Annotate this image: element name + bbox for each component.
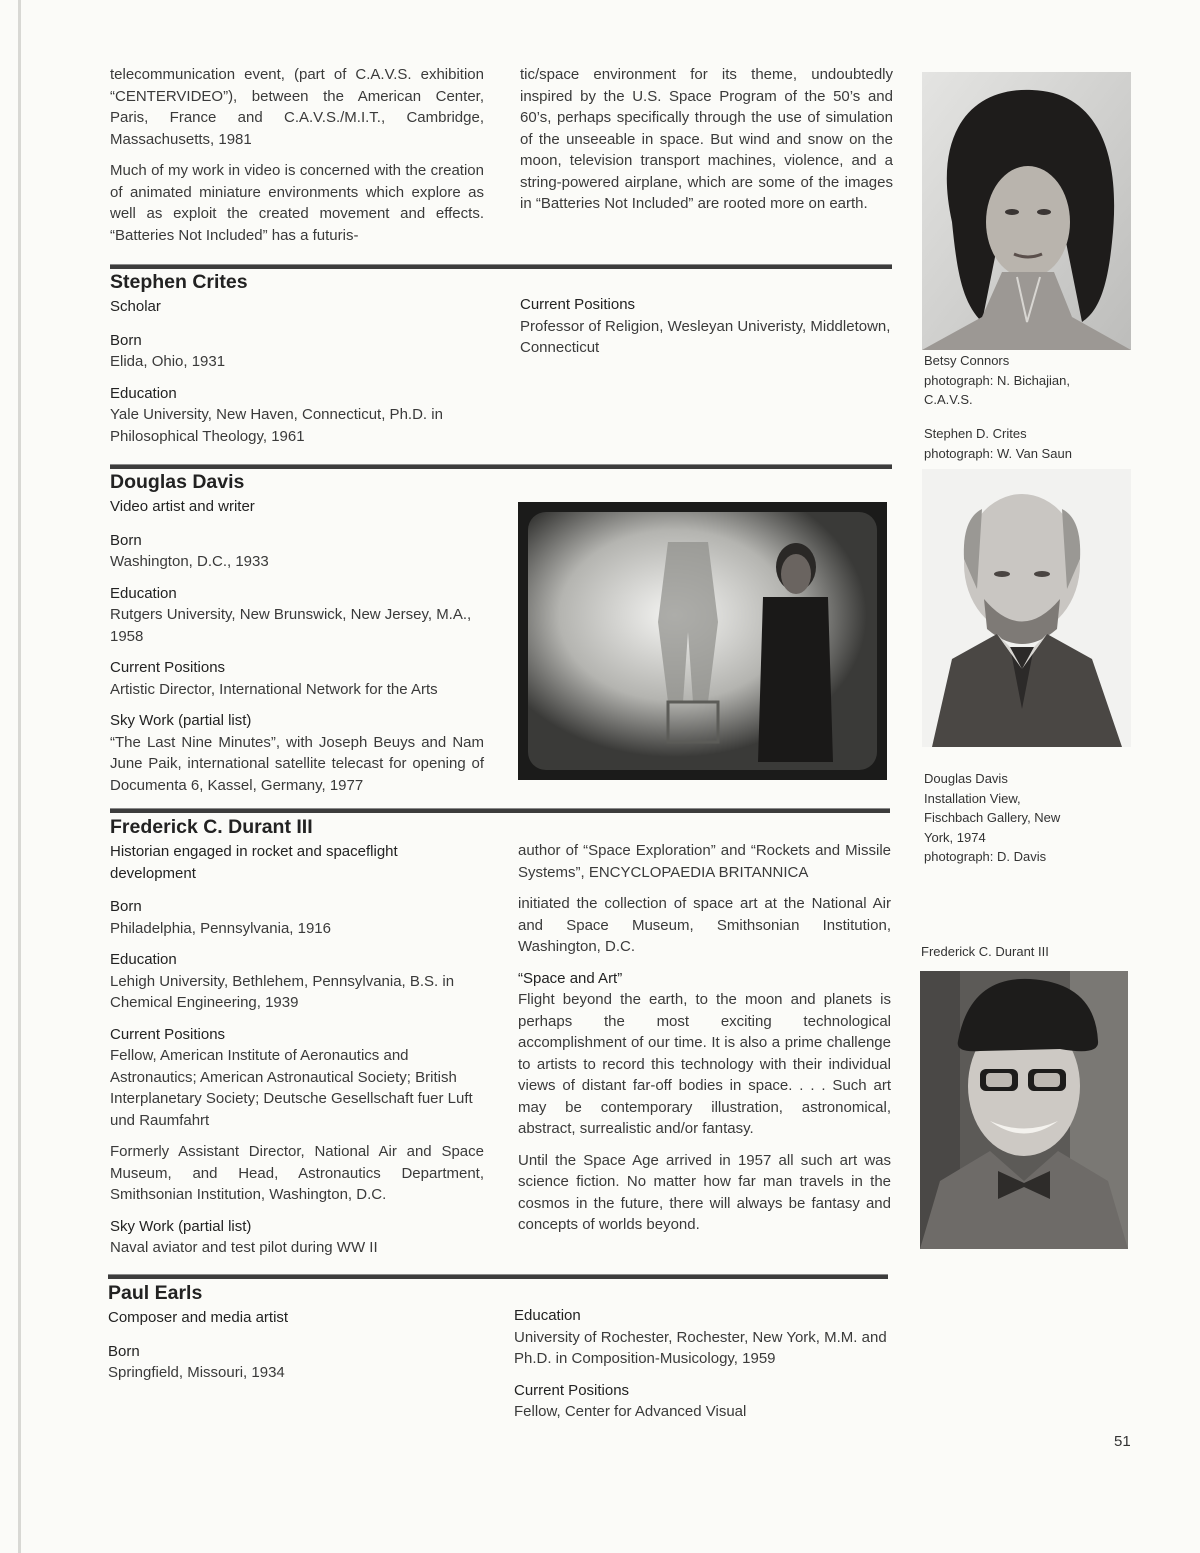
positions-section: [110, 657, 484, 700]
durant-paragraph: initiated the collection of space art at the National Air and Space Museum, Smithsonian Institution, Washington, D.C.: [518, 895, 891, 955]
section-label: Current Positions: [520, 296, 636, 313]
section-label: Current Positions: [110, 1025, 226, 1043]
section-value: Artistic Director, International Network for the Arts: [110, 680, 438, 698]
caption-line: York, 1974: [924, 829, 986, 845]
caption-line: Douglas Davis: [924, 771, 1008, 786]
section-value: Philadelphia, Pennsylvania, 1916: [110, 919, 331, 937]
section-label: Born: [108, 1342, 140, 1360]
frederick-durant-column-2: [518, 840, 891, 1246]
frederick-durant-portrait: [920, 971, 1128, 1249]
intro-column-2: [520, 64, 893, 225]
born-section: [110, 330, 484, 373]
entry-role: Scholar: [110, 298, 161, 315]
caption-line: C.A.V.S.: [924, 392, 973, 407]
section-label: “Space and Art”: [518, 969, 623, 987]
durant-paragraph: Until the Space Age arrived in 1957 all such art was science fiction. No matter how far man travels in the cosmos in the future, there will always be fantasy and concepts of worlds beyond.: [518, 1151, 891, 1233]
caption-line: Stephen D. Crites: [924, 426, 1027, 441]
entry-role: Composer and media artist: [108, 1309, 289, 1326]
douglas-davis-installation-photo: [518, 502, 887, 780]
education-section: [110, 949, 484, 1014]
betsy-connors-caption: [924, 351, 1070, 410]
section-value: Lehigh University, Bethlehem, Pennsylvania, B.S. in Chemical Engineering, 1939: [110, 972, 455, 1011]
stephen-crites-caption: [924, 424, 1072, 463]
section-value: Professor of Religion, Wesleyan Univeristy, Middletown, Connecticut: [520, 317, 891, 356]
education-section: [110, 583, 484, 648]
sky-work-section: [110, 1216, 484, 1259]
formerly-paragraph: Formerly Assistant Director, National Air and Space Museum, and Head, Astronautics Department, Smithsonian Institution, Washington, D.C.: [110, 1143, 484, 1203]
section-value: Springfield, Missouri, 1934: [108, 1364, 285, 1381]
positions-section: [110, 1024, 484, 1132]
section-label: Born: [110, 331, 142, 349]
section-value: Fellow, Center for Advanced Visual: [514, 1403, 747, 1420]
section-value: Naval aviator and test pilot during WW II: [110, 1239, 378, 1256]
entry-name: Frederick C. Durant III: [110, 816, 313, 838]
born-section: [110, 896, 484, 939]
durant-paragraph: author of “Space Exploration” and “Rockets and Missile Systems”, ENCYCLOPAEDIA BRITANNICA: [518, 842, 891, 881]
section-label: Current Positions: [514, 1381, 630, 1399]
born-section: [108, 1341, 482, 1384]
section-label: Current Positions: [110, 659, 226, 676]
frederick-durant-entry: [110, 815, 484, 1269]
section-divider: [108, 1274, 888, 1279]
intro-paragraph: Much of my work in video is concerned with the creation of animated miniature environments which explore as well as exploit the created movement and effects. “Batteries Not Included” has a futuris-: [110, 162, 484, 244]
section-value: Yale University, New Haven, Connecticut, Ph.D. in Philosophical Theology, 1961: [110, 406, 443, 445]
section-divider: [110, 264, 892, 269]
page-number: 51: [1114, 1433, 1131, 1450]
douglas-davis-caption: [924, 769, 1060, 867]
section-label: Education: [110, 951, 177, 968]
section-value: Washington, D.C., 1933: [110, 553, 269, 570]
section-divider: [110, 808, 890, 813]
section-value: “The Last Nine Minutes”, with Joseph Beuys and Nam June Paik, international satellite telecast for opening of Documenta 6, Kassel, Germany, 1977: [110, 733, 484, 794]
born-section: [110, 530, 484, 573]
caption-line: Frederick C. Durant III: [921, 944, 1049, 959]
intro-column-1: [110, 64, 484, 256]
education-section: [514, 1305, 890, 1370]
intro-paragraph: telecommunication event, (part of C.A.V.S. exhibition “CENTERVIDEO”), between the American Center, Paris, France and C.A.V.S./M.I.T., Cambridge, Massachusetts, 1981: [110, 66, 484, 148]
douglas-davis-entry: [110, 470, 484, 806]
section-value: Fellow, American Institute of Aeronautics and Astronautics; American Astronautical Society; British Interplanetary Society; Deutsche Gesellschaft fuer Luft und Raumfahrt: [110, 1047, 473, 1129]
section-value: University of Rochester, Rochester, New York, M.M. and Ph.D. in Composition-Musicology, 1959: [514, 1328, 887, 1367]
caption-line: photograph: D. Davis: [924, 849, 1047, 864]
paul-earls-column-2: [514, 1305, 890, 1433]
section-label: Education: [110, 384, 177, 402]
paul-earls-entry: [108, 1281, 482, 1394]
stephen-crites-positions: [520, 294, 893, 359]
section-label: Education: [514, 1307, 581, 1324]
entry-role: Video artist and writer: [110, 498, 255, 515]
section-label: Education: [110, 584, 177, 602]
intro-paragraph: tic/space environment for its theme, undoubtedly inspired by the U.S. Space Program of the 50’s and 60’s, perhaps specifically through the use of simulation of the unseeable in space. But wind and snow on the moon, television transport machines, violence, and a string-powered airplane, which are some of the images in “Batteries Not Included” are rooted more on earth.: [520, 66, 893, 212]
caption-line: photograph: N. Bichajian,: [924, 372, 1070, 388]
space-and-art-section: [518, 968, 891, 1140]
stephen-crites-entry: [110, 270, 484, 457]
section-value: Flight beyond the earth, to the moon and planets is perhaps the most exciting technological accomplishment of our time. It is also a prime challenge to artists to record this technology with their individual views of distant far-off bodies in space. . . . Such art may be contemporary illustration, astronomical, abstract, surrealistic and/or fantasy.: [518, 991, 891, 1137]
frederick-durant-caption: [921, 942, 1049, 962]
section-value: Elida, Ohio, 1931: [110, 353, 226, 370]
education-section: [110, 383, 484, 448]
caption-line: Fischbach Gallery, New: [924, 810, 1061, 825]
betsy-connors-photo: [922, 72, 1131, 350]
entry-name: Stephen Crites: [110, 271, 248, 293]
section-value: Rutgers University, New Brunswick, New Jersey, M.A., 1958: [110, 606, 472, 645]
caption-line: Installation View,: [924, 790, 1021, 806]
entry-name: Paul Earls: [108, 1282, 203, 1304]
section-label: Sky Work (partial list): [110, 1217, 252, 1235]
entry-role: Historian engaged in rocket and spaceflight development: [110, 843, 398, 882]
caption-line: Betsy Connors: [924, 353, 1010, 368]
caption-line: photograph: W. Van Saun: [924, 445, 1072, 461]
section-label: Sky Work (partial list): [110, 712, 252, 729]
entry-name: Douglas Davis: [110, 471, 245, 493]
page-binding-edge: [18, 0, 21, 1553]
sky-work-section: [110, 710, 484, 796]
section-label: Born: [110, 531, 142, 549]
douglas-davis-portrait: [922, 469, 1131, 747]
section-label: Born: [110, 898, 142, 915]
section-divider: [110, 464, 892, 469]
positions-section: [514, 1380, 890, 1423]
